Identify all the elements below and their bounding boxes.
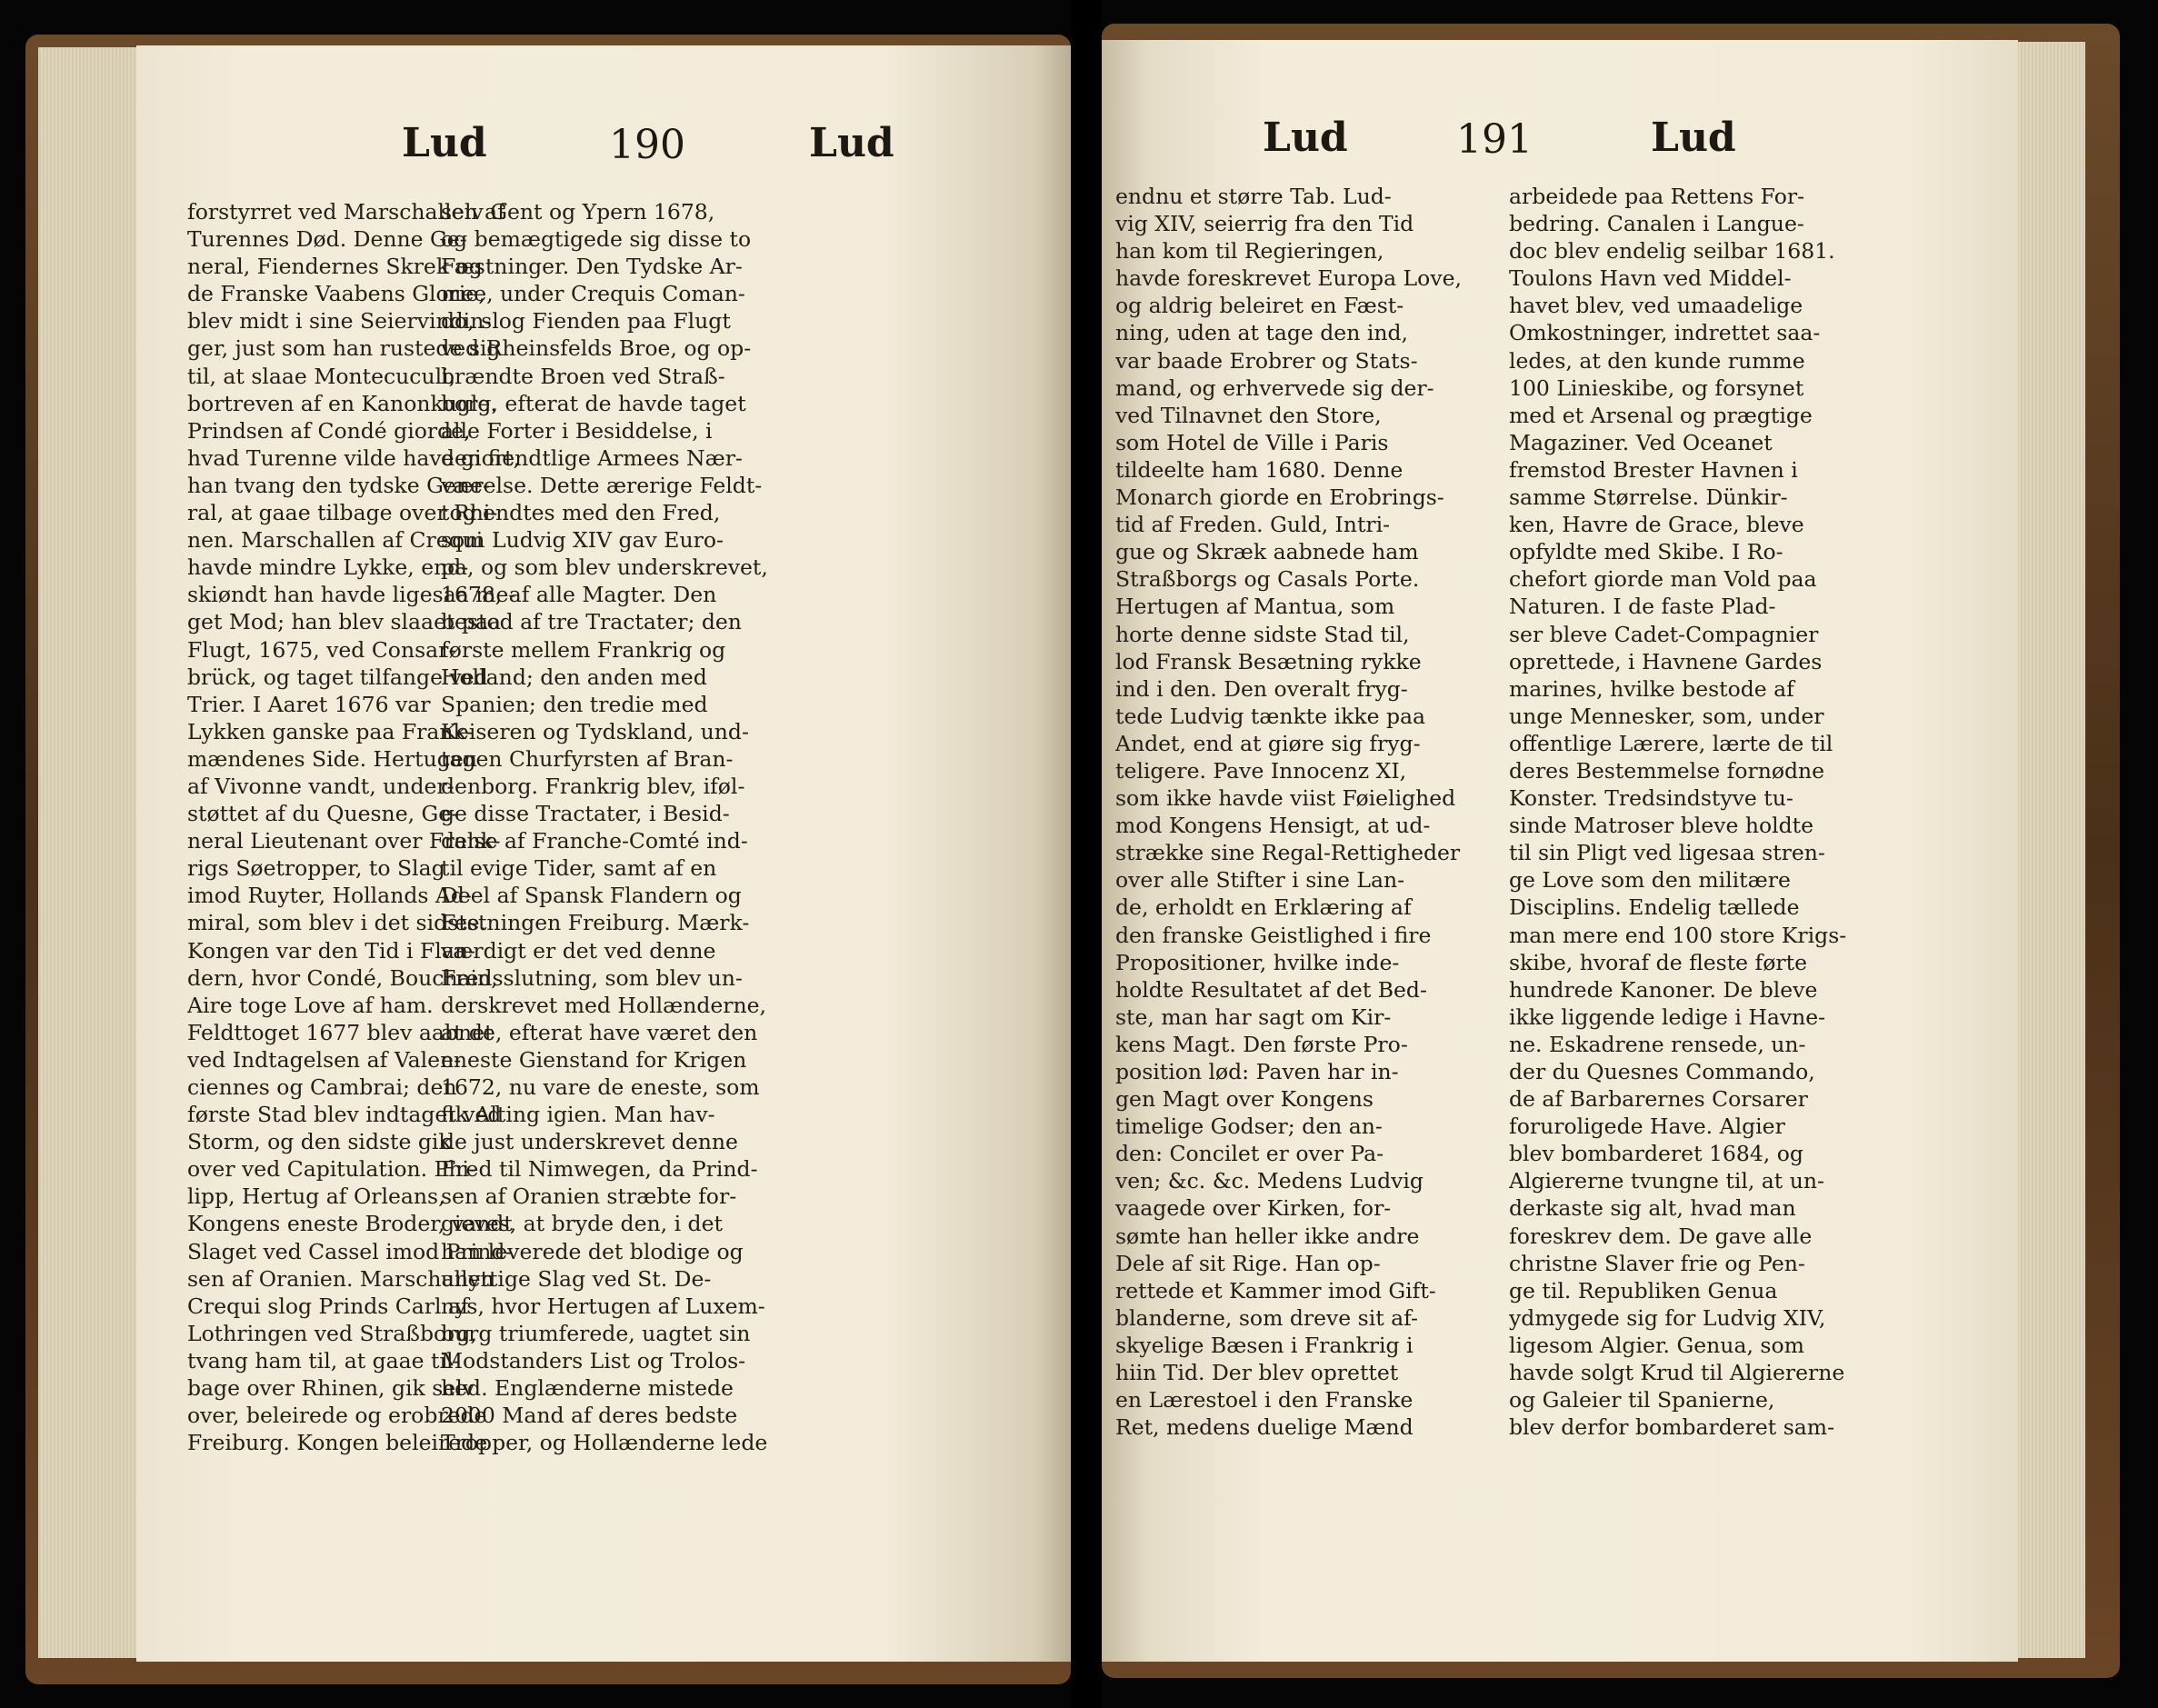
text-line: sinde Matroser bleve holdte	[1509, 813, 1814, 839]
text-line: gieves, at bryde den, i det	[441, 1211, 723, 1237]
text-line: over, beleirede og erobrede	[187, 1403, 487, 1429]
text-line: han kom til Regieringen,	[1115, 238, 1384, 265]
text-line: eneste Gienstand for Krigen	[441, 1046, 747, 1073]
text-line: mand, og erhvervede sig der-	[1115, 375, 1434, 401]
text-line: imod Ruyter, Hollands Ad-	[187, 883, 472, 909]
text-line: Kongens eneste Broder, vandt	[187, 1211, 513, 1237]
text-line: ger, just som han rustede sig	[187, 335, 501, 362]
text-line: kens Magt. Den første Pro-	[1115, 1031, 1408, 1057]
text-line: at de, efterat have været den	[441, 1019, 758, 1045]
text-line: vaagede over Kirken, for-	[1115, 1195, 1392, 1222]
text-line: teligere. Pave Innocenz XI,	[1115, 757, 1407, 784]
text-line: en Lærestoel i den Franske	[1115, 1387, 1414, 1413]
text-line: Ret, medens duelige Mænd	[1115, 1414, 1414, 1441]
text-line: marines, hvilke bestode af	[1509, 675, 1794, 702]
text-line: Monarch giorde en Erobrings-	[1115, 484, 1444, 511]
text-line: foruroligede Have. Algier	[1509, 1114, 1785, 1140]
text-line: Omkostninger, indrettet saa-	[1509, 320, 1821, 346]
text-line: og Galeier til Spanierne,	[1509, 1387, 1775, 1413]
text-line: første Stad blev indtaget ved	[187, 1102, 502, 1128]
text-line: ledes, at den kunde rumme	[1509, 347, 1805, 374]
text-line: over ved Capitulation. Phi-	[187, 1156, 476, 1183]
text-line: havet blev, ved umaadelige	[1509, 293, 1803, 319]
text-line: ral, at gaae tilbage over Rhi-	[187, 500, 498, 526]
right-page-column-1	[1115, 183, 1488, 1441]
text-line: den franske Geistlighed i fire	[1115, 922, 1432, 948]
text-line: hundrede Kanoner. De bleve	[1509, 976, 1818, 1003]
text-line: Flugt, 1675, ved Consar-	[187, 636, 456, 663]
text-line: position lød: Paven har in-	[1115, 1059, 1399, 1084]
text-line: nen. Marschallen af Crequi	[187, 527, 484, 554]
left-page-edges	[38, 47, 138, 1658]
text-line: skibe, hvoraf de fleste førte	[1509, 949, 1807, 975]
text-line: som ikke havde viist Føielighed	[1115, 785, 1456, 812]
text-line: første mellem Frankrig og	[441, 636, 726, 663]
text-line: Magaziner. Ved Oceanet	[1509, 429, 1773, 455]
text-line: hiin Tid. Der blev oprettet	[1115, 1360, 1399, 1386]
text-line: Feldttoget 1677 blev aabnet	[187, 1019, 494, 1045]
text-line: ikke liggende ledige i Havne-	[1509, 1004, 1826, 1030]
text-line: rettede et Kammer imod Gift-	[1115, 1277, 1436, 1303]
text-line: han leverede det blodige og	[441, 1238, 744, 1264]
text-line: doc blev endelig seilbar 1681.	[1509, 238, 1835, 265]
text-line: Hertugen af Mantua, som	[1115, 594, 1395, 620]
text-line: til sin Pligt ved ligesaa stren-	[1509, 840, 1825, 866]
text-line: havde foreskrevet Europa Love,	[1115, 265, 1462, 292]
left-header-word: Lud	[402, 120, 487, 166]
text-line: Aire toge Love af ham.	[187, 992, 434, 1018]
text-line: han tvang den tydske Gene-	[187, 472, 490, 498]
text-line: af Vivonne vandt, under-	[187, 773, 455, 799]
text-line: samme Størrelse. Dünkir-	[1509, 484, 1788, 511]
text-line: sen af Oranien. Marschallen	[187, 1265, 495, 1292]
text-line: ved Indtagelsen af Valen-	[187, 1046, 462, 1073]
text-line: ciennes og Cambrai; den	[187, 1074, 457, 1100]
text-line: ken, Havre de Grace, bleve	[1509, 512, 1804, 538]
text-line: Prindsen af Condé giorde,	[187, 417, 471, 444]
text-line: bage over Rhinen, gik selv	[187, 1375, 475, 1402]
text-line: Freiburg. Kongen beleirede	[187, 1430, 488, 1456]
text-line: man mere end 100 store Krigs-	[1509, 922, 1847, 948]
right-page	[1102, 40, 2018, 1662]
text-line: Deel af Spansk Flandern og	[441, 883, 742, 909]
text-line: delse af Franche-Comté ind-	[441, 828, 748, 854]
text-line: bortreven af en Kanonkugle.	[187, 390, 497, 416]
text-line: brændte Broen ved Straß-	[441, 363, 725, 389]
text-line: var baade Erobrer og Stats-	[1115, 347, 1418, 374]
text-line: fremstod Brester Havnen i	[1509, 456, 1798, 483]
text-line: selv Gent og Ypern 1678,	[441, 199, 715, 225]
text-line: burg triumferede, uagtet sin	[441, 1320, 751, 1346]
text-line: unge Mennesker, som, under	[1509, 703, 1824, 729]
text-line: vig XIV, seierrig fra den Tid	[1115, 211, 1414, 237]
text-line: nys, hvor Hertugen af Luxem-	[441, 1293, 765, 1319]
text-line: skiøndt han havde ligesaa me-	[187, 582, 516, 608]
text-line: chefort giorde man Vold paa	[1509, 566, 1817, 593]
text-line: ydmygede sig for Ludvig XIV,	[1509, 1304, 1826, 1331]
text-line: havde mindre Lykke, end-	[187, 554, 469, 581]
text-line: de, erholdt en Erklæring af	[1115, 894, 1412, 921]
text-line: gen Magt over Kongens	[1115, 1086, 1374, 1113]
text-line: neral, Fiendernes Skrek og	[187, 254, 483, 280]
text-line: Turennes Død. Denne Ge-	[187, 226, 467, 253]
text-line: derkaste sig alt, hvad man	[1509, 1195, 1796, 1222]
text-line: 1678, af alle Magter. Den	[441, 582, 717, 608]
text-line: til, at slaae Montecuculi,	[187, 363, 456, 389]
text-line: Algiererne tvungne til, at un-	[1509, 1168, 1824, 1194]
text-line: blev bombarderet 1684, og	[1509, 1141, 1803, 1167]
text-line: alle Forter i Besiddelse, i	[441, 417, 713, 444]
text-line: neral Lieutenant over Frank-	[187, 828, 501, 854]
text-line: ste, man har sagt om Kir-	[1115, 1004, 1392, 1030]
text-line: værdigt er det ved denne	[441, 937, 716, 964]
text-line: blev derfor bombarderet sam-	[1509, 1414, 1835, 1441]
text-line: Propositioner, hvilke inde-	[1115, 949, 1400, 975]
text-line: Crequi slog Prinds Carl af	[187, 1293, 469, 1319]
text-line: timelige Godser; den an-	[1115, 1114, 1383, 1140]
text-line: holdte Resultatet af det Bed-	[1115, 976, 1427, 1003]
text-line: Straßborgs og Casals Porte.	[1115, 566, 1420, 593]
text-line: unyttige Slag ved St. De-	[441, 1265, 712, 1292]
text-line: over alle Stifter i sine Lan-	[1115, 867, 1405, 894]
text-line: ligesom Algier. Genua, som	[1509, 1332, 1804, 1358]
right-page-edges	[2016, 42, 2085, 1658]
text-line: sen af Oranien stræbte for-	[441, 1184, 737, 1210]
text-line: blanderne, som dreve sit af-	[1115, 1304, 1418, 1331]
text-line: havde solgt Krud til Algiererne	[1509, 1360, 1845, 1386]
text-line: get Mod; han blev slaaet paa	[187, 609, 501, 635]
text-line: ning, uden at tage den ind,	[1115, 320, 1408, 346]
text-line: Andet, end at giøre sig fryg-	[1115, 730, 1421, 756]
text-line: Trier. I Aaret 1676 var	[187, 691, 431, 717]
text-line: og aldrig beleiret en Fæst-	[1115, 293, 1404, 319]
text-line: tildeelte ham 1680. Denne	[1115, 456, 1404, 483]
text-line: Lykken ganske paa Frank-	[187, 718, 474, 744]
text-line: endnu et større Tab. Lud-	[1115, 184, 1392, 209]
text-line: pa, og som blev underskrevet,	[441, 554, 768, 581]
text-line: hed. Englænderne mistede	[441, 1375, 734, 1402]
text-line: bestod af tre Tractater; den	[441, 609, 742, 635]
text-line: som Hotel de Ville i Paris	[1115, 429, 1389, 455]
text-line: ind i den. Den overalt fryg-	[1115, 675, 1408, 702]
text-line: ge Love som den militære	[1509, 867, 1791, 894]
text-line: og bemægtigede sig disse to	[441, 226, 752, 253]
text-line: denborg. Frankrig blev, iføl-	[441, 773, 745, 799]
text-line: Disciplins. Endelig tællede	[1509, 894, 1800, 921]
text-line: Fredsslutning, som blev un-	[441, 964, 743, 991]
text-line: som Ludvig XIV gav Euro-	[441, 527, 724, 554]
text-line: 100 Linieskibe, og forsynet	[1509, 375, 1804, 401]
text-line: tvang ham til, at gaae til-	[187, 1347, 461, 1373]
text-line: med et Arsenal og prægtige	[1509, 402, 1813, 428]
left-header-word-right: Lud	[809, 120, 894, 166]
text-line: ne. Eskadrene rensede, un-	[1509, 1031, 1806, 1057]
text-line: 2000 Mand af deres bedste	[441, 1403, 738, 1429]
text-line: Toulons Havn ved Middel-	[1509, 265, 1792, 292]
text-line: ved Tilnavnet den Store,	[1115, 402, 1382, 428]
text-line: tid af Freden. Guld, Intri-	[1115, 512, 1391, 538]
text-line: tede Ludvig tænkte ikke paa	[1115, 703, 1426, 729]
text-line: ser bleve Cadet-Compagnier	[1509, 621, 1819, 647]
text-line: der du Quesnes Commando,	[1509, 1059, 1815, 1084]
text-line: rigs Søetropper, to Slag	[187, 855, 445, 882]
text-line: den fiendtlige Armees Nær-	[441, 444, 743, 471]
text-line: forstyrret ved Marschallen af	[187, 199, 505, 225]
text-line: brück, og taget tilfange ved	[187, 664, 488, 690]
text-line: sømte han heller ikke andre	[1115, 1223, 1420, 1249]
text-line: støttet af du Quesne, Ge-	[187, 801, 459, 827]
text-line: Slaget ved Cassel imod Prind-	[187, 1238, 513, 1264]
left-page-column-2	[441, 198, 823, 1456]
text-line: Fæstninger. Den Tydske Ar-	[441, 254, 743, 280]
text-line: fik Alting igien. Man hav-	[441, 1102, 715, 1128]
text-line: strække sine Regal-Rettigheder	[1115, 840, 1461, 866]
text-line: 1672, nu vare de eneste, som	[441, 1074, 760, 1100]
text-line: christne Slaver frie og Pen-	[1509, 1250, 1805, 1276]
text-line: bedring. Canalen i Langue-	[1509, 211, 1804, 237]
text-line: skyelige Bæsen i Frankrig i	[1115, 1332, 1414, 1358]
text-line: gue og Skræk aabnede ham	[1115, 539, 1419, 565]
text-line: Holland; den anden med	[441, 664, 707, 690]
text-line: horte denne sidste Stad til,	[1115, 621, 1410, 647]
text-line: ge disse Tractater, i Besid-	[441, 801, 730, 827]
text-line: hvad Turenne vilde have giort,	[187, 444, 520, 471]
text-line: do, slog Fienden paa Flugt	[441, 308, 731, 335]
text-line: den: Concilet er over Pa-	[1115, 1141, 1384, 1167]
text-line: Konster. Tredsindstyve tu-	[1509, 785, 1793, 812]
text-line: Naturen. I de faste Plad-	[1509, 594, 1776, 620]
text-line: opfyldte med Skibe. I Ro-	[1509, 539, 1783, 565]
text-line: deres Bestemmelse fornødne	[1509, 757, 1825, 784]
text-line: tog endtes med den Fred,	[441, 500, 721, 526]
text-line: Kongen var den Tid i Flan-	[187, 937, 475, 964]
text-line: arbeidede paa Rettens For-	[1509, 184, 1805, 209]
text-line: Modstanders List og Trolos-	[441, 1347, 746, 1373]
left-page-number: 190	[609, 122, 685, 168]
text-line: Spanien; den tredie med	[441, 691, 708, 717]
right-header-word-right: Lud	[1651, 115, 1736, 161]
right-header-word: Lud	[1263, 115, 1348, 161]
text-line: tagen Churfyrsten af Bran-	[441, 745, 734, 772]
text-line: Festningen Freiburg. Mærk-	[441, 910, 750, 936]
right-page-column-2	[1509, 183, 1891, 1441]
text-line: ge til. Republiken Genua	[1509, 1277, 1778, 1303]
text-line: til evige Tider, samt af en	[441, 855, 717, 882]
text-line: foreskrev dem. De gave alle	[1509, 1223, 1813, 1249]
text-line: lod Fransk Besætning rykke	[1115, 648, 1422, 674]
text-line: de af Barbarernes Corsarer	[1509, 1086, 1808, 1113]
left-page	[136, 45, 1071, 1662]
text-line: Tropper, og Hollænderne lede	[441, 1430, 768, 1456]
center-divider	[1071, 0, 1102, 1708]
text-line: dern, hvor Condé, Bouchain,	[187, 964, 498, 991]
text-line: mændenes Side. Hertugen	[187, 745, 477, 772]
text-line: ved Rheinsfelds Broe, og op-	[441, 335, 752, 362]
text-line: ven; &c. &c. Medens Ludvig	[1115, 1168, 1424, 1194]
text-line: Keiseren og Tydskland, und-	[441, 718, 749, 744]
text-line: blev midt i sine Seiervindin-	[187, 308, 492, 335]
text-line: derskrevet med Hollænderne,	[441, 992, 767, 1018]
text-line: de Franske Vaabens Glorie,	[187, 281, 485, 307]
text-line: offentlige Lærere, lærte de til	[1509, 730, 1833, 756]
text-line: Storm, og den sidste gik	[187, 1129, 452, 1155]
text-line: miral, som blev i det sidste.	[187, 910, 487, 936]
text-line: Dele af sit Rige. Han op-	[1115, 1250, 1381, 1276]
text-line: lipp, Hertug af Orleans,	[187, 1184, 445, 1210]
right-page-number: 191	[1456, 116, 1533, 163]
text-line: mee, under Crequis Coman-	[441, 281, 745, 307]
text-line: de just underskrevet denne	[441, 1129, 738, 1155]
text-line: borg, efterat de havde taget	[441, 390, 746, 416]
text-line: værelse. Dette ærerige Feldt-	[441, 472, 763, 498]
text-line: Fred til Nimwegen, da Prind-	[441, 1156, 758, 1183]
text-line: oprettede, i Havnene Gardes	[1509, 648, 1823, 674]
text-line: mod Kongens Hensigt, at ud-	[1115, 813, 1431, 839]
text-line: Lothringen ved Straßborg,	[187, 1320, 477, 1346]
